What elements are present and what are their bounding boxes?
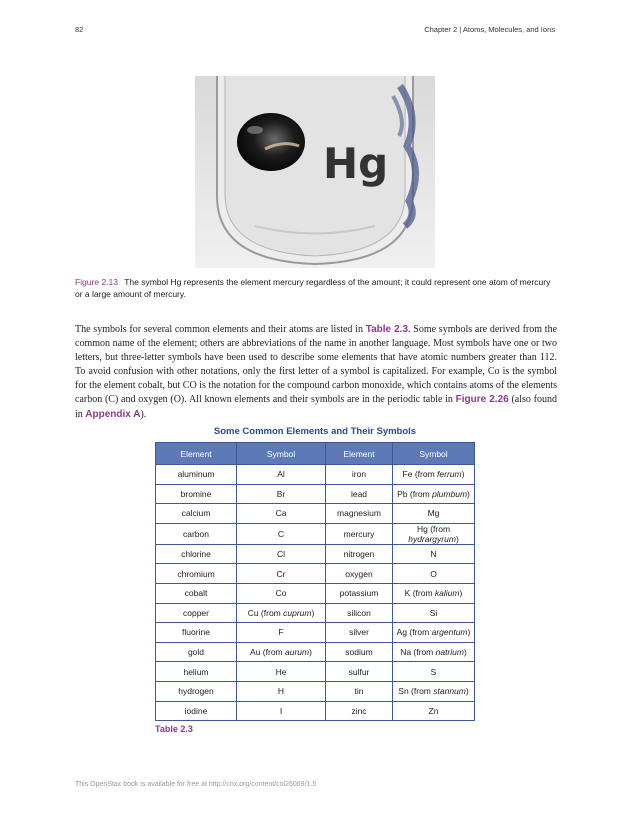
table-row [156,603,475,623]
symbol-text: Sn (from [398,686,434,697]
table-cell: Cr [237,564,326,584]
page-number: 82 [75,25,84,34]
table-cell: copper [156,603,237,623]
table-cell: hydrogen [156,681,237,701]
table-cell: Cl [237,544,326,564]
table-cell [393,623,475,643]
symbol-text: Hg (from [416,523,451,534]
table-cell: sulfur [326,662,393,682]
table-row [156,701,475,721]
table-cell: bromine [156,484,237,504]
table-cell: aluminum [156,465,237,485]
elements-table [155,442,475,721]
symbol-text-end: ) [459,588,463,599]
table-cell: chromium [156,564,237,584]
table-cell: N [393,544,475,564]
table-row [156,564,475,584]
table-cell: calcium [156,504,237,524]
latin-name: aurum [285,647,310,658]
table-cell: H [237,681,326,701]
latin-name: stannum [433,686,466,697]
footer-note: This OpenStax book is available for free at http://cnx.org/content/col26069/1.5 [75,781,317,788]
table-cell: mercury [326,523,393,544]
table-cell: He [237,662,326,682]
table-cell: oxygen [326,564,393,584]
symbol-text: Na (from [400,647,436,658]
latin-name: argentum [431,627,468,638]
table-row [156,465,475,485]
symbol-text-end: ) [467,488,470,499]
table-cell: nitrogen [326,544,393,564]
paragraph-text-1: The symbols for several common elements and their atoms are listed in [75,324,366,335]
hg-label-in-image: Hg [323,139,389,188]
table-row [156,484,475,504]
table-cell: silicon [326,603,393,623]
table-cell: Ca [237,504,326,524]
symbol-text-end: ) [455,533,459,544]
table-cell: carbon [156,523,237,544]
table-cell: C [237,523,326,544]
column-header: Element [326,443,393,465]
table-cell [393,642,475,662]
body-paragraph [75,323,557,422]
table-title: Some Common Elements and Their Symbols [213,426,417,437]
symbol-text: K (from [404,588,435,599]
table-cell: gold [156,642,237,662]
latin-name: natrium [435,647,464,658]
latin-name: cuprum [283,607,312,618]
table-cell [393,681,475,701]
table-cell: O [393,564,475,584]
table-cell: zinc [326,701,393,721]
figure-link[interactable]: Figure 2.26 [455,394,509,406]
paragraph-text-3: (also found in [75,394,557,420]
table-cell: Mg [393,504,475,524]
table-cell: Al [237,465,326,485]
table-cell: cobalt [156,583,237,603]
table-cell: helium [156,662,237,682]
table-row [156,523,475,544]
table-cell [393,523,475,544]
table-cell: sodium [326,642,393,662]
symbol-text-end: ) [309,647,312,658]
symbol-text: Au (from [250,647,285,658]
latin-name: kalium [434,588,460,599]
table-cell [237,642,326,662]
figure-label: Figure 2.13 [75,277,118,287]
table-label: Table 2.3 [155,724,193,734]
symbol-text: Pb (from [397,488,433,499]
table-cell: iodine [156,701,237,721]
latin-name: hydrargyrum [408,533,456,544]
figure-caption-text: The symbol Hg represents the element mercury regardless of the amount; it could represent one atom of mercury or a large amount of mercury. [75,277,551,299]
table-cell: I [237,701,326,721]
table-cell: Si [393,603,475,623]
table-cell [393,465,475,485]
table-cell: iron [326,465,393,485]
symbol-text: Ag (from [396,627,432,638]
mercury-in-beaker-image [195,76,435,268]
symbol-text-end: ) [461,469,465,480]
column-header: Element [156,443,237,465]
table-row [156,662,475,682]
table-cell: silver [326,623,393,643]
column-header: Symbol [237,443,326,465]
table-cell [393,583,475,603]
figure-caption [75,276,555,300]
latin-name: plumbum [432,488,468,499]
table-cell: Zn [393,701,475,721]
table-cell [393,484,475,504]
table-cell: S [393,662,475,682]
appendix-link[interactable]: Appendix A [85,408,141,420]
table-row [156,623,475,643]
table-row [156,504,475,524]
table-row [156,681,475,701]
table-cell: Br [237,484,326,504]
paragraph-text-4: ). [140,408,147,420]
symbol-text-end: ) [465,686,469,697]
table-cell: fluorine [156,623,237,643]
table-cell: Co [237,583,326,603]
table-cell: potassium [326,583,393,603]
table-cell: tin [326,681,393,701]
table-row [156,642,475,662]
mercury-photo [195,76,435,268]
table-header-row [156,443,475,465]
table-row [156,583,475,603]
table-cell: chlorine [156,544,237,564]
column-header: Symbol [393,443,475,465]
symbol-text: Cu (from [247,607,284,618]
symbol-text-end: ) [311,607,315,618]
chapter-header: Chapter 2 | Atoms, Molecules, and Ions [424,25,555,34]
symbol-text-end: ) [463,647,467,658]
table-link[interactable]: Table 2.3 [365,324,409,335]
table-cell: magnesium [326,504,393,524]
table-cell: F [237,623,326,643]
paragraph-text-2: . Some symbols are derived from the common name of the element; others are abbreviations of the name in another language. Most symbols have one or two letters, but three-letter symbols have been used to describe some elements that have atomic numbers greater than 112. To avoid confusion with other notations, only the first letter of a symbol is capitalized. For example, Co is the symbol for the element cobalt, but CO is the notation for the compound carbon monoxide, which contains atoms of the elements carbon (C) and oxygen (O). All known elements and their symbols are in the periodic table in [75,324,558,406]
latin-name: ferrum [437,469,462,480]
symbol-text: Fe (from [402,469,438,480]
table-cell [237,603,326,623]
symbol-text-end: ) [467,627,471,638]
table-row [156,544,475,564]
table-cell: lead [326,484,393,504]
